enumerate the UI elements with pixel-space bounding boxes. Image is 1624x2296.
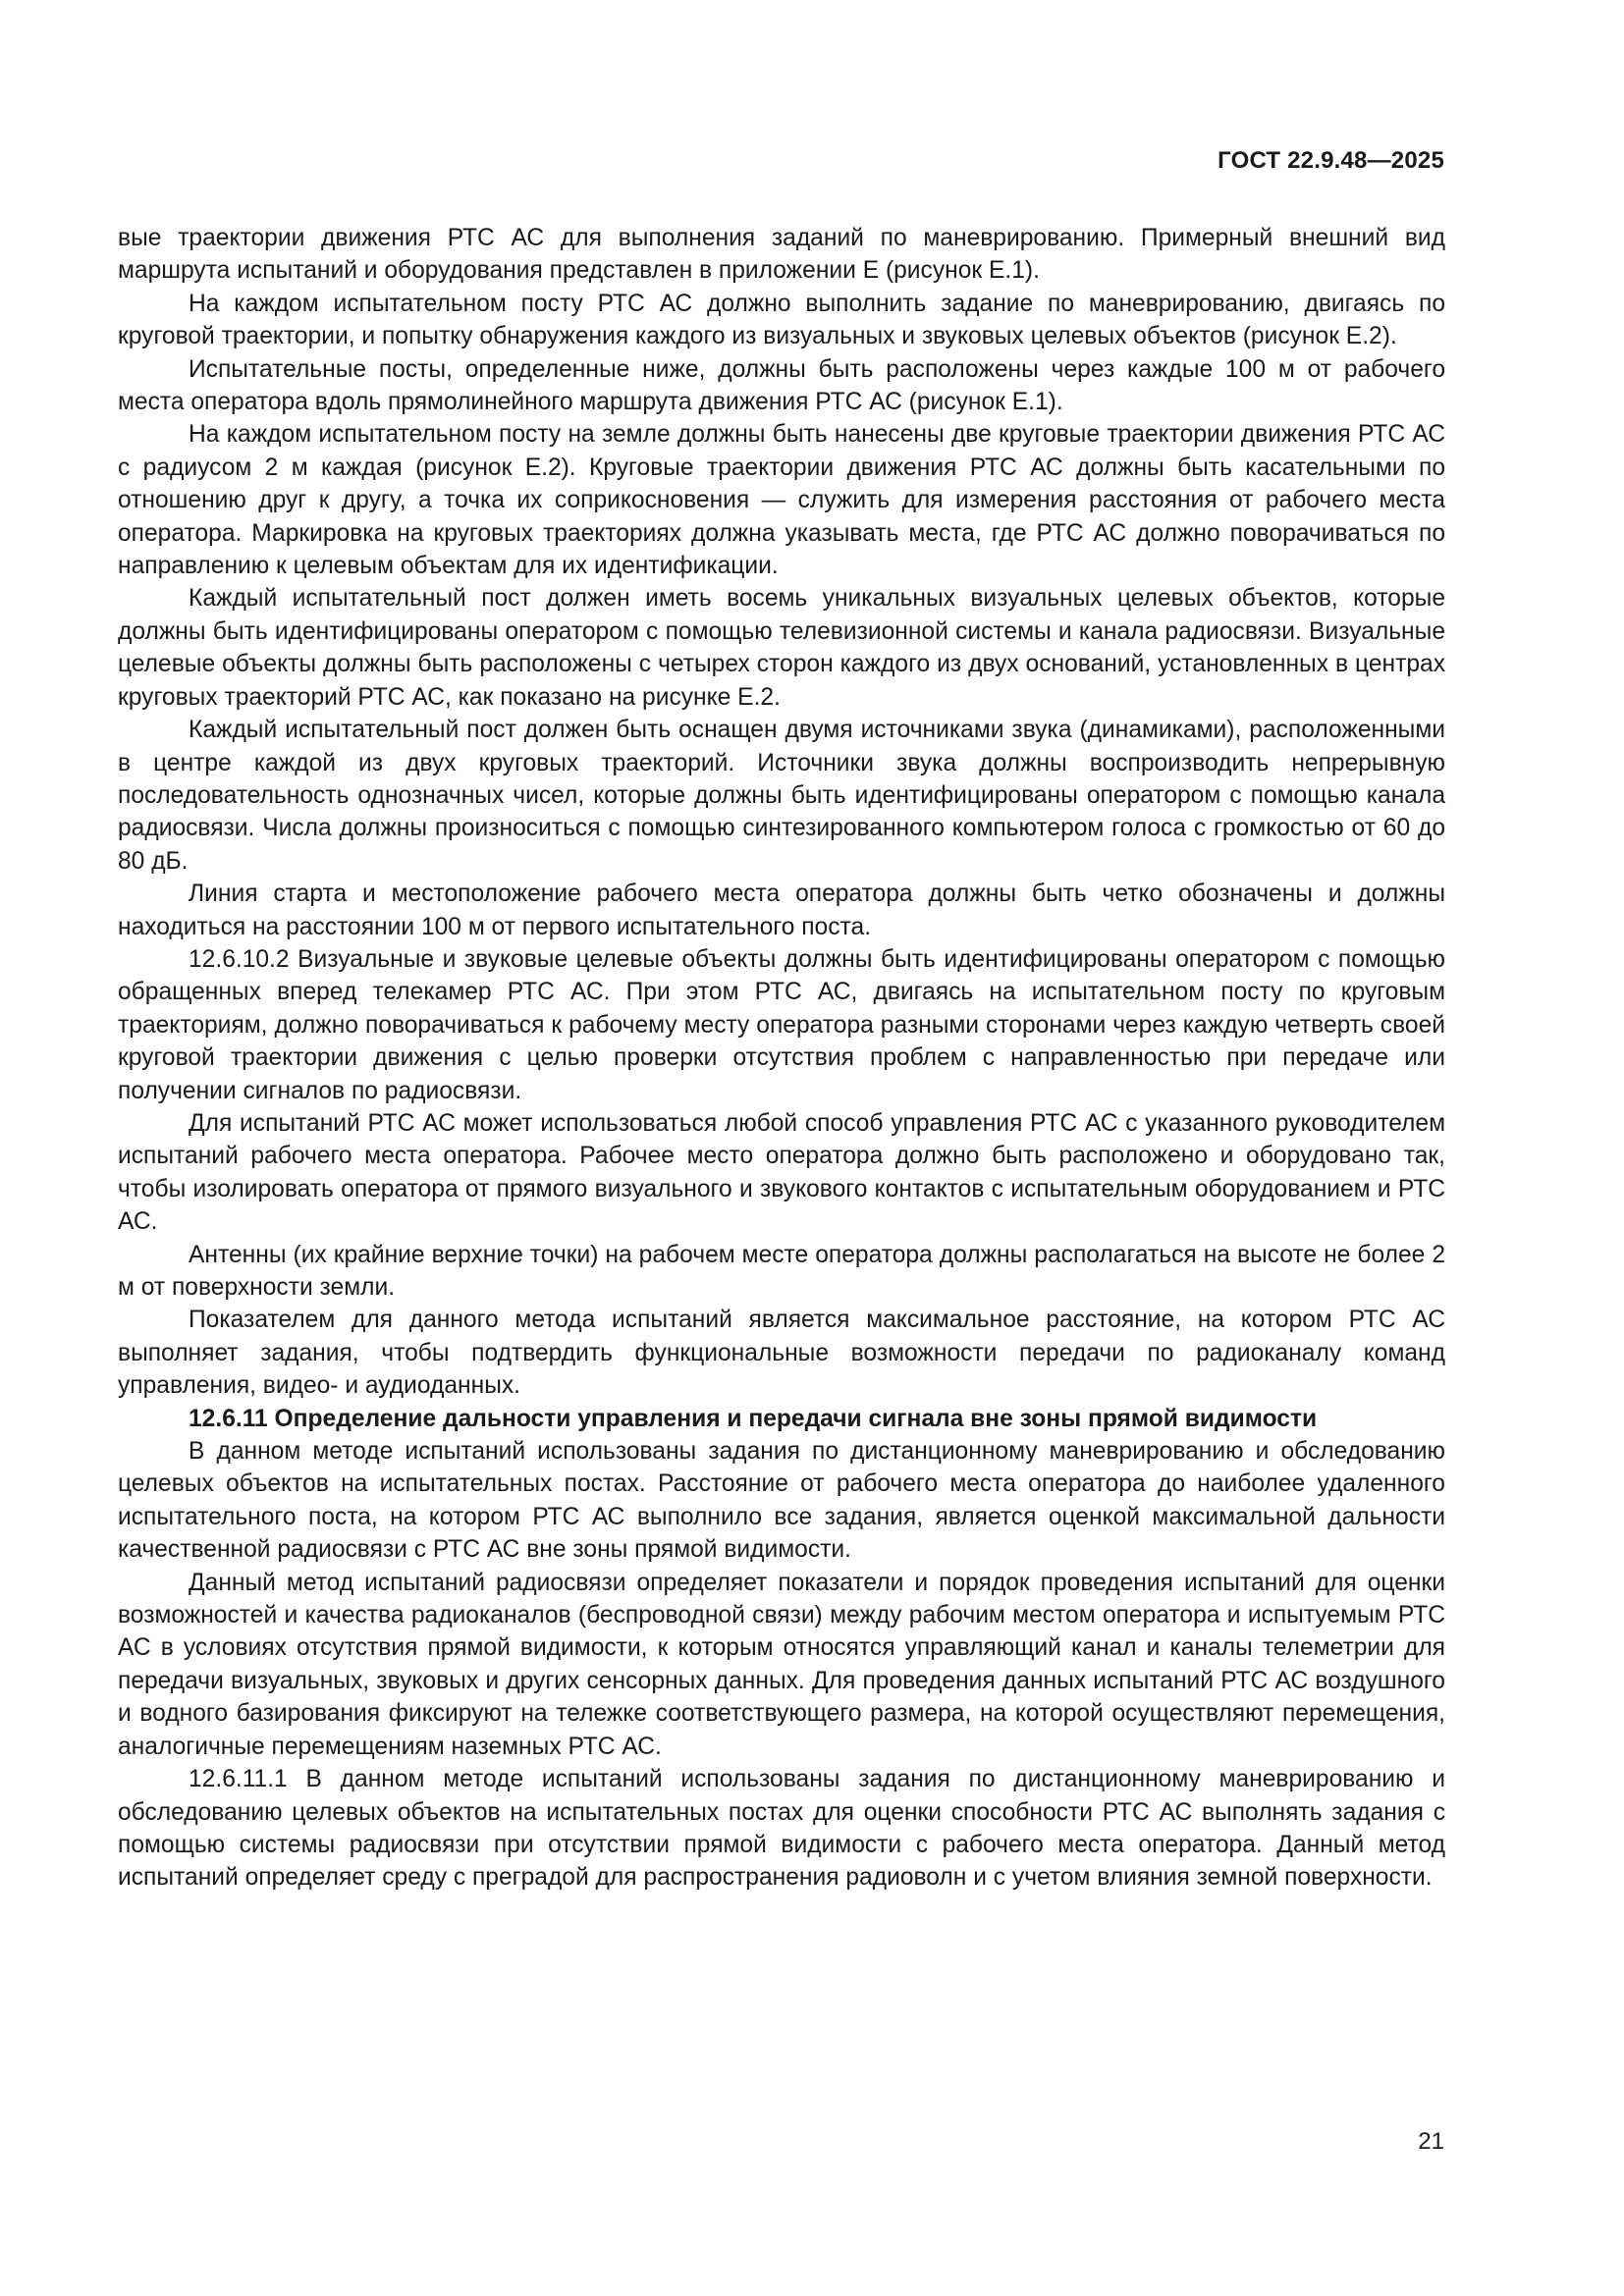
paragraph: Данный метод испытаний радиосвязи определяет показатели и порядок проведения испытаний для оценки возможностей и качества радиоканалов (беспроводной связи) между рабочим местом оператора и испытуемым РТС АС в условиях отсутствия прямой видимости, к которым относятся управляющий канал и каналы телеметрии для передачи визуальных, звуковых и других сенсорных данных. Для проведения данных испытаний РТС АС воздушного и водного базирования фиксируют на тележке соответствующего размера, на которой осуществляют перемещения, аналогичные перемещениям наземных РТС АС. [118, 1569, 1445, 1760]
page-number: 21 [1418, 2128, 1444, 2155]
body-text [118, 222, 1445, 1895]
paragraph: Для испытаний РТС АС может использоваться любой способ управления РТС АС с указанного руководителем испытаний рабочего места оператора. Рабочее место оператора должно быть расположено и оборудовано так, чтобы изолировать оператора от прямого визуального и звукового контактов с испытательным оборудованием и РТС АС. [118, 1109, 1445, 1236]
paragraph-clause-12-6-10-2: 12.6.10.2 Визуальные и звуковые целевые объекты должны быть идентифицированы оператором с помощью обращенных вперед телекамер РТС АС. При этом РТС АС, двигаясь на испытательном посту по круговым траекториям, должно поворачиваться к рабочему месту оператора разными сторонами через каждую четверть своей круговой траектории движения с целью проверки отсутствия проблем с направленностью при передаче или получении сигналов по радиосвязи. [118, 945, 1445, 1104]
paragraph-continuation: вые траектории движения РТС АС для выполнения заданий по маневрированию. Примерный внешний вид маршрута испытаний и оборудования представлен в приложении Е (рисунок Е.1). [118, 225, 1445, 285]
paragraph: Испытательные посты, определенные ниже, должны быть расположены через каждые 100 м от рабочего места оператора вдоль прямолинейного маршрута движения РТС АС (рисунок Е.1). [118, 355, 1445, 416]
paragraph: В данном методе испытаний использованы задания по дистанционному маневрированию и обследованию целевых объектов на испытательных постах. Расстояние от рабочего места оператора до наиболее удаленного испытательного поста, на котором РТС АС выполнило все задания, является оценкой максимальной дальности качественной радиосвязи с РТС АС вне зоны прямой видимости. [118, 1438, 1445, 1564]
paragraph: Линия старта и местоположение рабочего места оператора должны быть четко обозначены и должны находиться на расстоянии 100 м от первого испытательного поста. [118, 881, 1445, 940]
standard-designation: ГОСТ 22.9.48—2025 [1218, 147, 1444, 174]
paragraph: Каждый испытательный пост должен иметь восемь уникальных визуальных целевых объектов, которые должны быть идентифицированы оператором с помощью телевизионной системы и канала радиосвязи. Визуальные целевые объекты должны быть расположены с четырех сторон каждого из двух оснований, установленных в центрах круговых траекторий РТС АС, как показано на рисунке Е.2. [118, 585, 1445, 711]
paragraph: На каждом испытательном посту на земле должны быть нанесены две круговые траектории движения РТС АС с радиусом 2 м каждая (рисунок Е.2). Круговые траектории движения РТС АС должны быть касательными по отношению друг к другу, а точка их соприкосновения — служить для измерения расстояния от рабочего места оператора. Маркировка на круговых траекториях должна указывать места, где РТС АС должно поворачиваться по направлению к целевым объектам для их идентификации. [118, 421, 1445, 580]
section-heading-12-6-11: 12.6.11 Определение дальности управления и передачи сигнала вне зоны прямой видимости [189, 1405, 1318, 1432]
paragraph: На каждом испытательном посту РТС АС должно выполнить задание по маневрированию, двигаясь по круговой траектории, и попытку обнаружения каждого из визуальных и звуковых целевых объектов (рисунок Е.2). [118, 290, 1445, 350]
paragraph: Антенны (их крайние верхние точки) на рабочем месте оператора должны располагаться на высоте не более 2 м от поверхности земли. [118, 1241, 1445, 1301]
paragraph-clause-12-6-11-1: 12.6.11.1 В данном методе испытаний использованы задания по дистанционному маневрированию и обследованию целевых объектов на испытательных постах для оценки способности РТС АС выполнять задания с помощью системы радиосвязи при отсутствии прямой видимости с рабочего места оператора. Данный метод испытаний определяет среду с преградой для распространения радиоволн и с учетом влияния земной поверхности. [118, 1766, 1445, 1892]
paragraph: Каждый испытательный пост должен быть оснащен двумя источниками звука (динамиками), расположенными в центре каждой из двух круговых траекторий. Источники звука должны воспроизводить непрерывную последовательность однозначных чисел, которые должны быть идентифицированы оператором с помощью канала радиосвязи. Числа должны произноситься с помощью синтезированного компьютером голоса с громкостью от 60 до 80 дБ. [118, 717, 1445, 875]
paragraph: Показателем для данного метода испытаний является максимальное расстояние, на котором РТС АС выполняет задания, чтобы подтвердить функциональные возможности передачи по радиоканалу команд управления, видео- и аудиоданных. [118, 1307, 1445, 1400]
